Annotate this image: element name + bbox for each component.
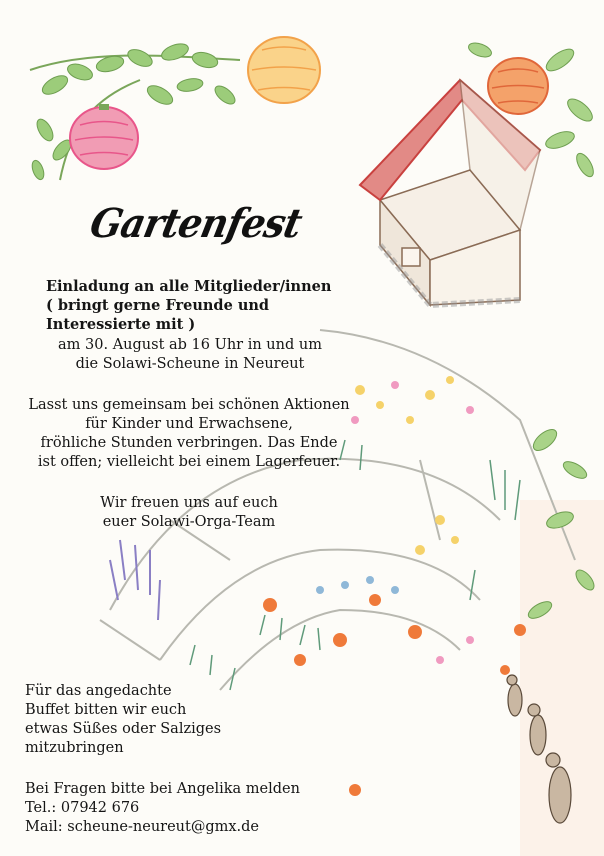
- buffet-line-3: etwas Süßes oder Salziges: [25, 721, 222, 737]
- contact-phone: Tel.: 07942 676: [25, 800, 140, 816]
- buffet-line-2: Buffet bitten wir euch: [25, 702, 187, 718]
- invitation-line-5: die Solawi-Scheune in Neureut: [75, 356, 305, 372]
- orange-fruit: [488, 58, 548, 114]
- greeting-line-2: euer Solawi-Orga-Team: [102, 514, 276, 530]
- invitation-line-1: Einladung an alle Mitglieder/innen: [46, 278, 332, 295]
- activities-line-2: für Kinder und Erwachsene,: [85, 416, 293, 432]
- activities-line-4: ist offen; vielleicht bei einem Lagerfeuer.: [37, 454, 341, 470]
- invitation-line-3: Interessierte mit ): [46, 316, 196, 333]
- activities-line-3: fröhliche Stunden verbringen. Das Ende: [40, 435, 338, 451]
- contact-mail[interactable]: Mail: scheune-neureut@gmx.de: [25, 819, 260, 835]
- buffet-line-4: mitzubringen: [25, 740, 124, 756]
- buffet-line-1: Für das angedachte: [25, 683, 172, 699]
- contact-line-1: Bei Fragen bitte bei Angelika melden: [25, 781, 300, 797]
- activities-line-1: Lasst uns gemeinsam bei schönen Aktionen: [28, 397, 350, 413]
- yellow-fruit: [248, 37, 320, 103]
- page-title: Gartenfest: [86, 200, 306, 247]
- invitation-line-4: am 30. August ab 16 Uhr in und um: [58, 337, 322, 353]
- greeting-line-1: Wir freuen uns auf euch: [100, 495, 278, 511]
- invitation-line-2: ( bringt gerne Freunde und: [46, 297, 270, 314]
